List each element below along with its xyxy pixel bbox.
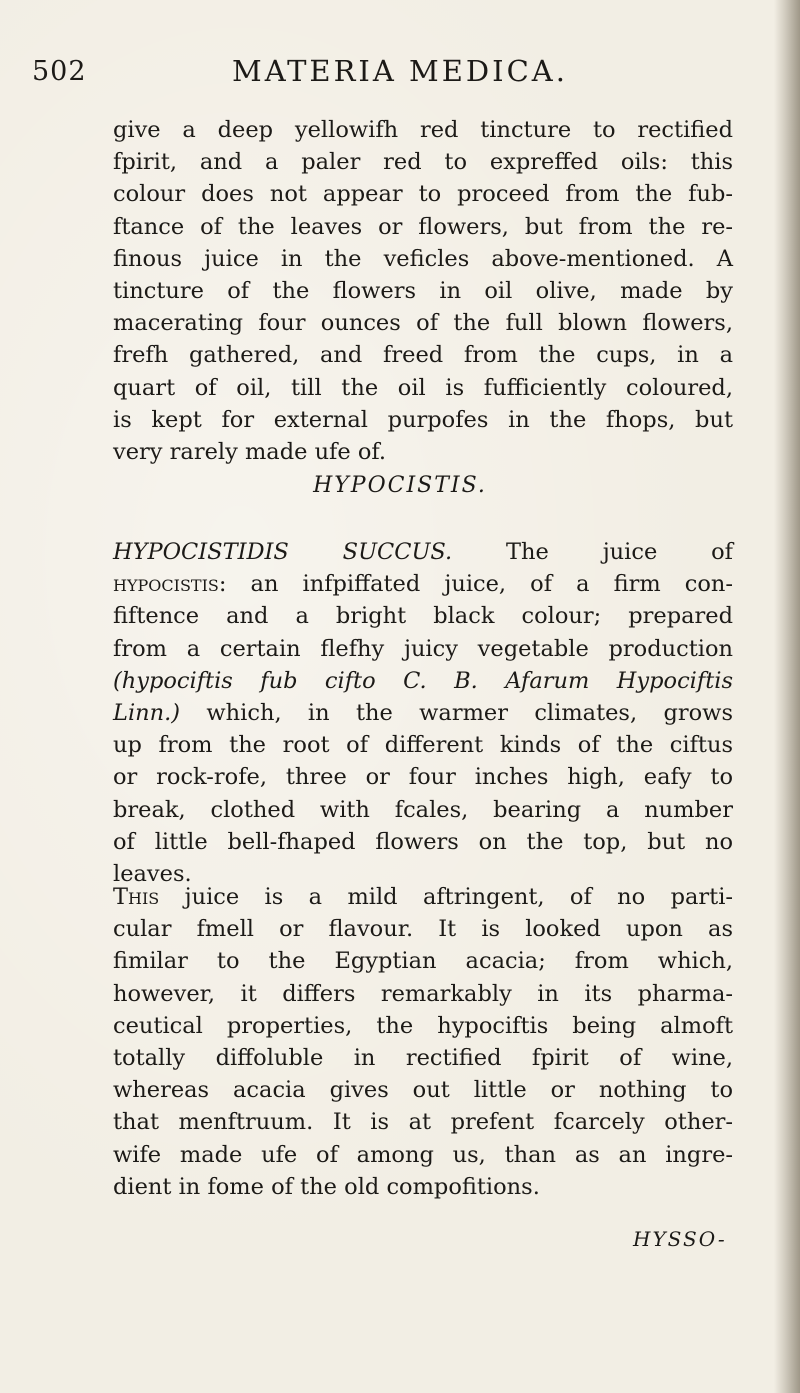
text-line: totally diffoluble in rectified fpirit of wine, <box>113 1045 733 1072</box>
text-line: tincture of the flowers in oil olive, made by <box>113 278 733 305</box>
text-line: quart of oil, till the oil is fufficiently coloured, <box>113 374 733 401</box>
text-line: is kept for external purpofes in the fhops, but <box>113 406 733 433</box>
text-line: cular fmell or flavour. It is looked upon as <box>113 916 733 943</box>
text-line: however, it differs remarkably in its pharma- <box>113 980 733 1007</box>
page-number: 502 <box>32 56 87 87</box>
text-fragment: The juice of <box>452 539 734 565</box>
text-line <box>113 536 733 568</box>
text-line: up from the root of different kinds of the ciftus <box>113 732 733 759</box>
text-line: fpirit, and a paler red to expreffed oils: this <box>113 149 733 176</box>
small-caps-term: This <box>113 884 160 910</box>
paragraph-hypocistis <box>113 536 733 890</box>
text-fragment: which, in the warmer climates, grows <box>180 700 733 727</box>
text-line: very rarely made ufe of. <box>113 439 387 466</box>
text-line: from a certain flefhy juicy vegetable production <box>113 635 733 662</box>
small-caps-term: hypocistis <box>113 571 219 598</box>
text-line: that menftruum. It is at prefent fcarcely other- <box>113 1109 733 1136</box>
text-line: colour does not appear to proceed from the fub- <box>113 181 733 208</box>
text-line: break, clothed with fcales, bearing a number <box>113 796 733 823</box>
text-line: or rock-rofe, three or four inches high, eafy to <box>113 764 733 791</box>
text-line: give a deep yellowifh red tincture to rectified <box>113 117 733 143</box>
text-line: (hypociftis fub cifto C. B. Afarum Hypociftis <box>113 667 733 694</box>
text-line: leaves. <box>113 861 192 888</box>
running-head: MATERIA MEDICA. <box>232 54 568 88</box>
text-fragment: juice is a mild aftringent, of no parti- <box>159 884 733 910</box>
text-line: fiftence and a bright black colour; prepared <box>113 603 733 630</box>
section-heading: HYPOCISTIS. <box>313 473 487 498</box>
text-line: dient in fome of the old compofitions. <box>113 1173 540 1200</box>
text-line: macerating four ounces of the full blown flowers, <box>113 310 733 337</box>
text-line: of little bell-fhaped flowers on the top, but no <box>113 828 733 855</box>
text-line: whereas acacia gives out little or nothing to <box>113 1077 733 1104</box>
text-line: ceutical properties, the hypociftis being almoft <box>113 1012 733 1039</box>
text-line: fimilar to the Egyptian acacia; from which, <box>113 948 733 975</box>
paragraph-tincture <box>113 114 733 468</box>
catchword: HYSSO- <box>633 1227 727 1251</box>
text-line <box>113 881 733 913</box>
text-line: ftance of the leaves or flowers, but from the re- <box>113 213 733 240</box>
page-edge-shadow <box>774 0 800 1393</box>
text-fragment-italic: Linn.) <box>113 700 181 727</box>
text-fragment: : an infpiffated juice, of a firm con- <box>218 571 733 598</box>
text-line <box>113 697 733 729</box>
text-line <box>113 568 733 600</box>
text-line: frefh gathered, and freed from the cups, in a <box>113 342 733 369</box>
paragraph-properties <box>113 881 733 1203</box>
text-line: wife made ufe of among us, than as an ingre- <box>113 1141 733 1168</box>
text-line: finous juice in the veficles above-mentioned. A <box>113 245 733 272</box>
entry-title: HYPOCISTIDIS SUCCUS. <box>113 539 453 565</box>
